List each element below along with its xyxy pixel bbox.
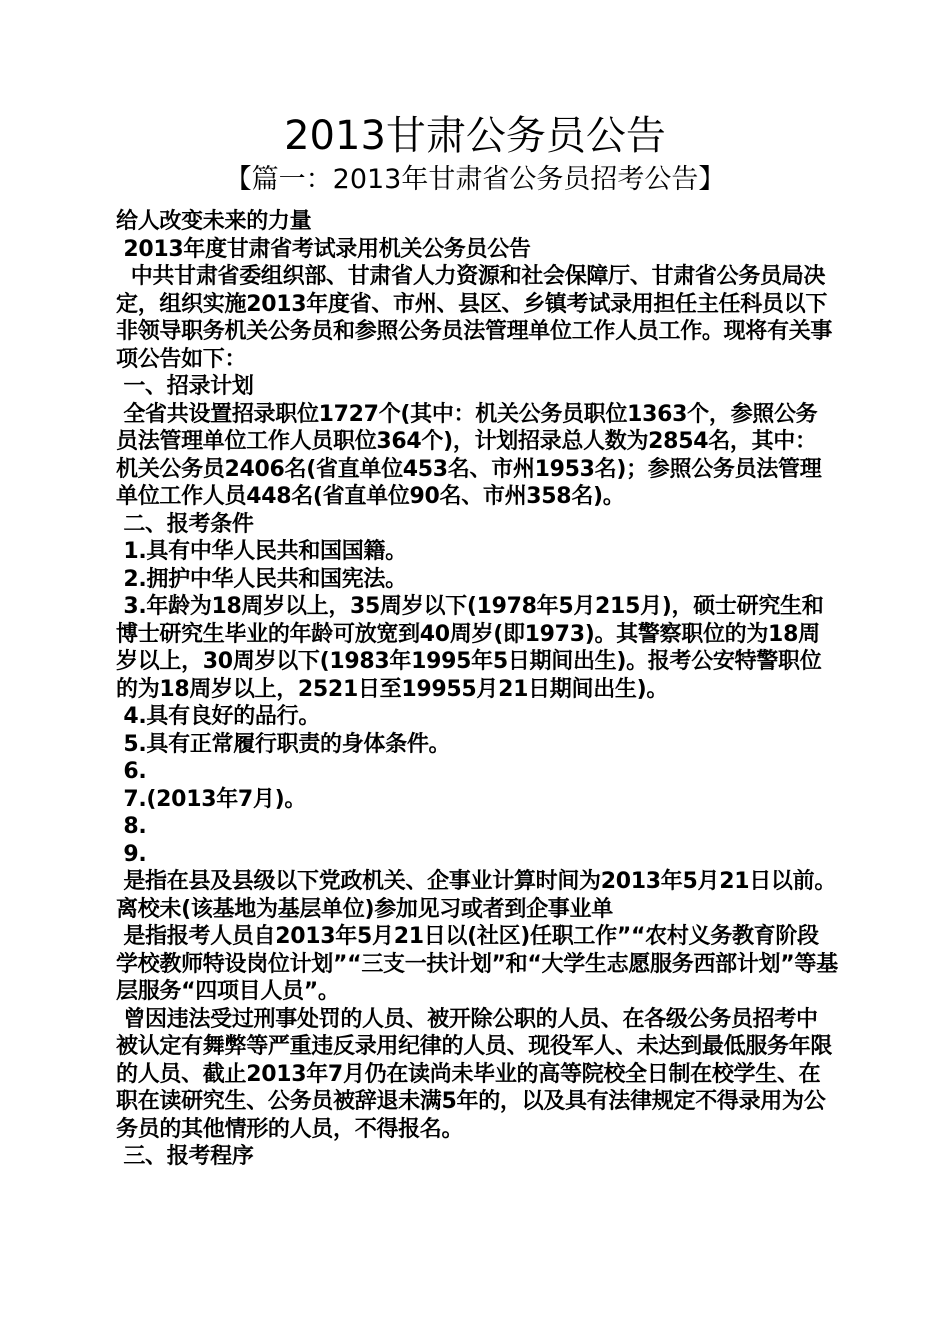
document-subtitle: 【篇一：2013年甘肃省公务员招考公告】 bbox=[224, 164, 726, 195]
paragraph: 中共甘肃省委组织部、甘肃省人力资源和社会保障厅、甘肃省公务员局决定，组织实施2013年度省、市州、县区、乡镇考试录用担任主任科员以下非领导职务机关公务员和参照公务员法管理单位工作人员工作。现将有关事项公告如下： bbox=[116, 264, 833, 372]
paragraph: 三、报考程序 bbox=[116, 1144, 254, 1169]
paragraph: 2013年度甘肃省考试录用机关公务员公告 bbox=[116, 236, 531, 262]
document-title: 2013甘肃公务员公告 bbox=[284, 113, 666, 159]
paragraph: 7.(2013年7月)。 bbox=[116, 786, 307, 812]
paragraph: 3.年龄为18周岁以上，35周岁以下(1978年5月215月)，硕士研究生和博士研究生毕业的年龄可放宽到40周岁(即1973)。其警察职位的为18周岁以上，30周岁以下(1983年1995年5日期间出生)。报考公安特警职位的为18周岁以上，2521日至19955月21日期间出生)。 bbox=[116, 594, 824, 702]
paragraph: 曾因违法受过刑事处罚的人员、被开除公职的人员、在各级公务员招考中被认定有舞弊等严重违反录用纪律的人员、现役军人、未达到最低服务年限的人员、截止2013年7月仍在读尚未毕业的高等院校全日制在校学生、在职在读研究生、公务员被辞退未满5年的，以及具有法律规定不得录用为公务员的其他情形的人员，不得报名。 bbox=[116, 1006, 833, 1142]
paragraph: 二、报考条件 bbox=[116, 511, 254, 537]
paragraph: 4.具有良好的品行。 bbox=[116, 704, 321, 729]
paragraph: 是指报考人员自2013年5月21日以(社区)任职工作”“农村义务教育阶段学校教师特设岗位计划”“三支一扶计划”和“大学生志愿服务西部计划”等基层服务“四项目人员”。 bbox=[116, 924, 838, 1004]
paragraph: 是指在县及县级以下党政机关、企事业计算时间为2013年5月21日以前。离校未(该基地为基层单位)参加见习或者到企事业单 bbox=[116, 869, 837, 922]
paragraph: 2.拥护中华人民共和国宪法。 bbox=[116, 566, 407, 592]
paragraph: 9. bbox=[116, 841, 147, 867]
document-body bbox=[116, 208, 838, 1171]
paragraph: 一、招录计划 bbox=[116, 374, 254, 399]
paragraph: 8. bbox=[116, 814, 147, 839]
paragraph: 全省共设置招录职位1727个(其中：机关公务员职位1363个，参照公务员法管理单位工作人员职位364个)，计划招录总人数为2854名，其中：机关公务员2406名(省直单位453名、市州1953名)；参照公务员法管理单位工作人员448名(省直单位90名、市州358名)。 bbox=[116, 401, 822, 509]
paragraph: 1.具有中华人民共和国国籍。 bbox=[116, 539, 407, 564]
paragraph: 给人改变未来的力量 bbox=[116, 209, 312, 234]
paragraph: 5.具有正常履行职责的身体条件。 bbox=[116, 731, 451, 757]
paragraph: 6. bbox=[116, 759, 147, 784]
